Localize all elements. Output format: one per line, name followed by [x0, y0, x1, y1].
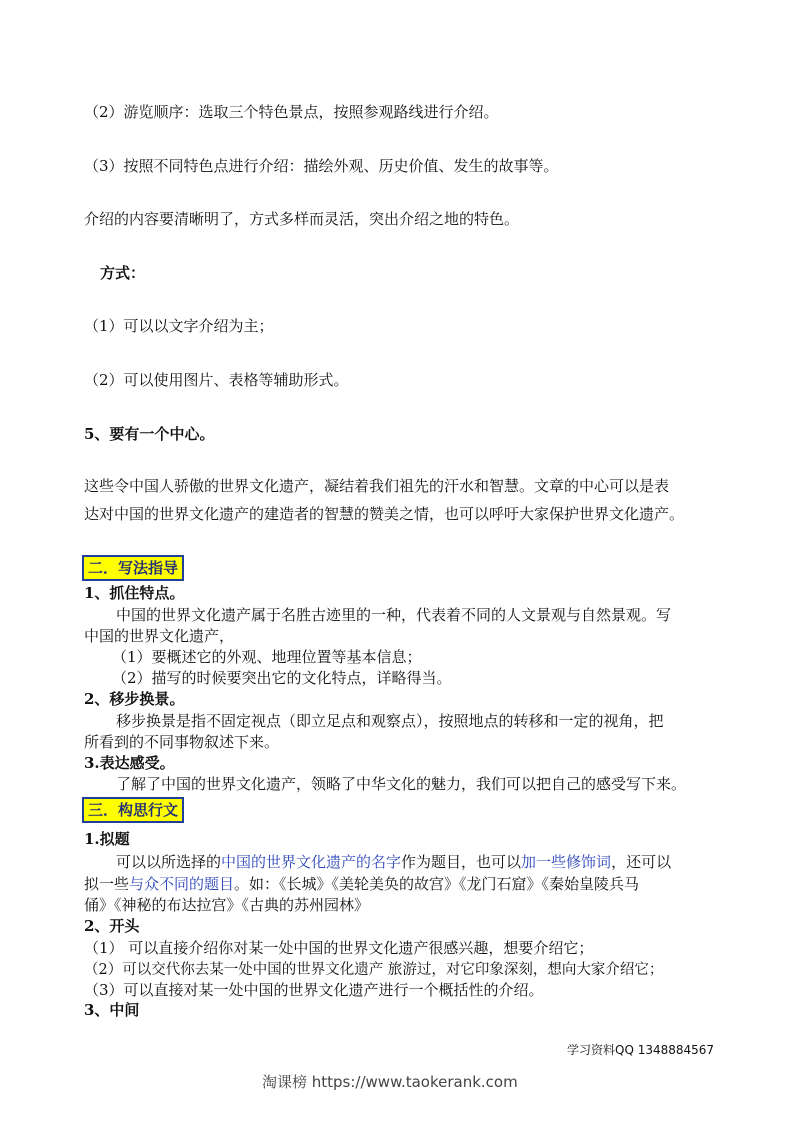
opening-item-2: （2）可以交代你去某一处中国的世界文化遗产 旅游过，对它印象深刻，想向大家介绍它；: [84, 962, 664, 978]
para-feature-points: （3）按照不同特色点进行介绍：描绘外观、历史价值、发生的故事等。: [84, 157, 559, 175]
section-title-text: 三．构思行文: [82, 797, 184, 823]
section-title-composition: [82, 797, 184, 823]
section-title-text: 二．写法指导: [82, 555, 184, 581]
method-item-2: （2）可以使用图片、表格等辅助形式。: [84, 371, 349, 389]
opening-item-1: （1） 可以直接介绍你对某一处中国的世界文化遗产很感兴趣，想要介绍它；: [84, 939, 594, 957]
heading-center: 5、要有一个中心。: [84, 425, 215, 443]
heading-grasp-features: 1、抓住特点。: [84, 584, 185, 602]
grasp-item-1: （1）要概述它的外观、地理位置等基本信息；: [112, 648, 422, 666]
title-line-2: [84, 873, 639, 894]
opening-item-3: （3）可以直接对某一处中国的世界文化遗产进行一个概括性的介绍。: [84, 981, 544, 999]
title-line-3: 俑》《神秘的布达拉宫》《古典的苏州园林》: [84, 896, 370, 914]
title-highlight: 中国的世界文化遗产的名字: [221, 853, 402, 871]
heading-express-feelings: 3.表达感受。: [84, 754, 175, 772]
center-line-2: 达对中国的世界文化遗产的建造者的智慧的赞美之情，也可以呼吁大家保护世界文化遗产。: [84, 505, 685, 523]
express-line-1: 了解了中国的世界文化遗产，领略了中华文化的魅力，我们可以把自己的感受写下来。: [116, 775, 687, 793]
section-title-writing-guide: [82, 555, 184, 581]
grasp-item-2: （2）描写的时候要突出它的文化特点，详略得当。: [112, 669, 452, 687]
method-item-1: （1）可以以文字介绍为主；: [84, 317, 274, 335]
title-text: ，还可以: [611, 853, 672, 871]
heading-middle: 3、中间: [84, 1001, 140, 1019]
footer-qq: 学习资料QQ 1348884567: [567, 1043, 715, 1057]
shift-line-2: 所看到的不同事物叙述下来。: [84, 733, 280, 751]
title-text: 作为题目，也可以: [401, 853, 522, 871]
grasp-line-1: 中国的世界文化遗产属于名胜古迹里的一种，代表着不同的人文景观与自然景观。写: [116, 606, 672, 624]
title-line-1: [116, 851, 671, 872]
title-highlight: 加一些修饰词: [521, 853, 612, 871]
title-text: 拟一些: [84, 875, 130, 893]
center-line-1: 这些令中国人骄傲的世界文化遗产，凝结着我们祖先的汗水和智慧。文章的中心可以是表: [84, 477, 670, 495]
method-title: 方式：: [100, 264, 146, 282]
title-text: 可以以所选择的: [116, 853, 222, 871]
title-highlight: 与众不同的题目: [129, 875, 235, 893]
title-text: 。如：《长城》《美轮美奂的故宫》《龙门石窟》《秦始皇陵兵马: [234, 875, 640, 893]
heading-title-choice: 1.拟题: [84, 830, 130, 848]
para-content-clarity: 介绍的内容要清晰明了，方式多样而灵活，突出介绍之地的特色。: [84, 210, 520, 228]
heading-shift-view: 2、移步换景。: [84, 690, 185, 708]
footer-site: 淘课榜 https://www.taokerank.com: [262, 1073, 518, 1091]
grasp-line-2: 中国的世界文化遗产，: [84, 627, 235, 645]
para-tour-order: （2）游览顺序：选取三个特色景点，按照参观路线进行介绍。: [84, 103, 499, 121]
heading-opening: 2、开头: [84, 917, 140, 935]
shift-line-1: 移步换景是指不固定视点（即立足点和观察点），按照地点的转移和一定的视角，把: [116, 712, 664, 730]
